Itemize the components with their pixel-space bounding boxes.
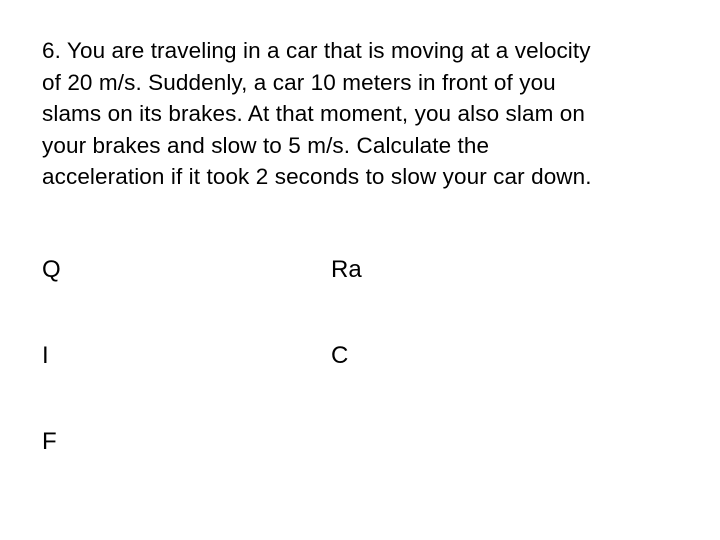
question-text bbox=[42, 35, 692, 193]
question-line: of 20 m/s. Suddenly, a car 10 meters in front of you bbox=[42, 69, 556, 95]
question-line: slams on its brakes. At that moment, you also slam on bbox=[42, 101, 586, 126]
question-line: 6. You are traveling in a car that is moving at a velocity bbox=[42, 38, 591, 63]
label-i: I bbox=[42, 342, 49, 369]
question-line: your brakes and slow to 5 m/s. Calculate the bbox=[42, 132, 490, 158]
label-ra: Ra bbox=[331, 256, 362, 283]
question-line: acceleration if it took 2 seconds to slow your car down. bbox=[42, 164, 592, 189]
label-c: C bbox=[331, 342, 349, 369]
label-f: F bbox=[42, 428, 57, 455]
label-q: Q bbox=[42, 256, 61, 283]
